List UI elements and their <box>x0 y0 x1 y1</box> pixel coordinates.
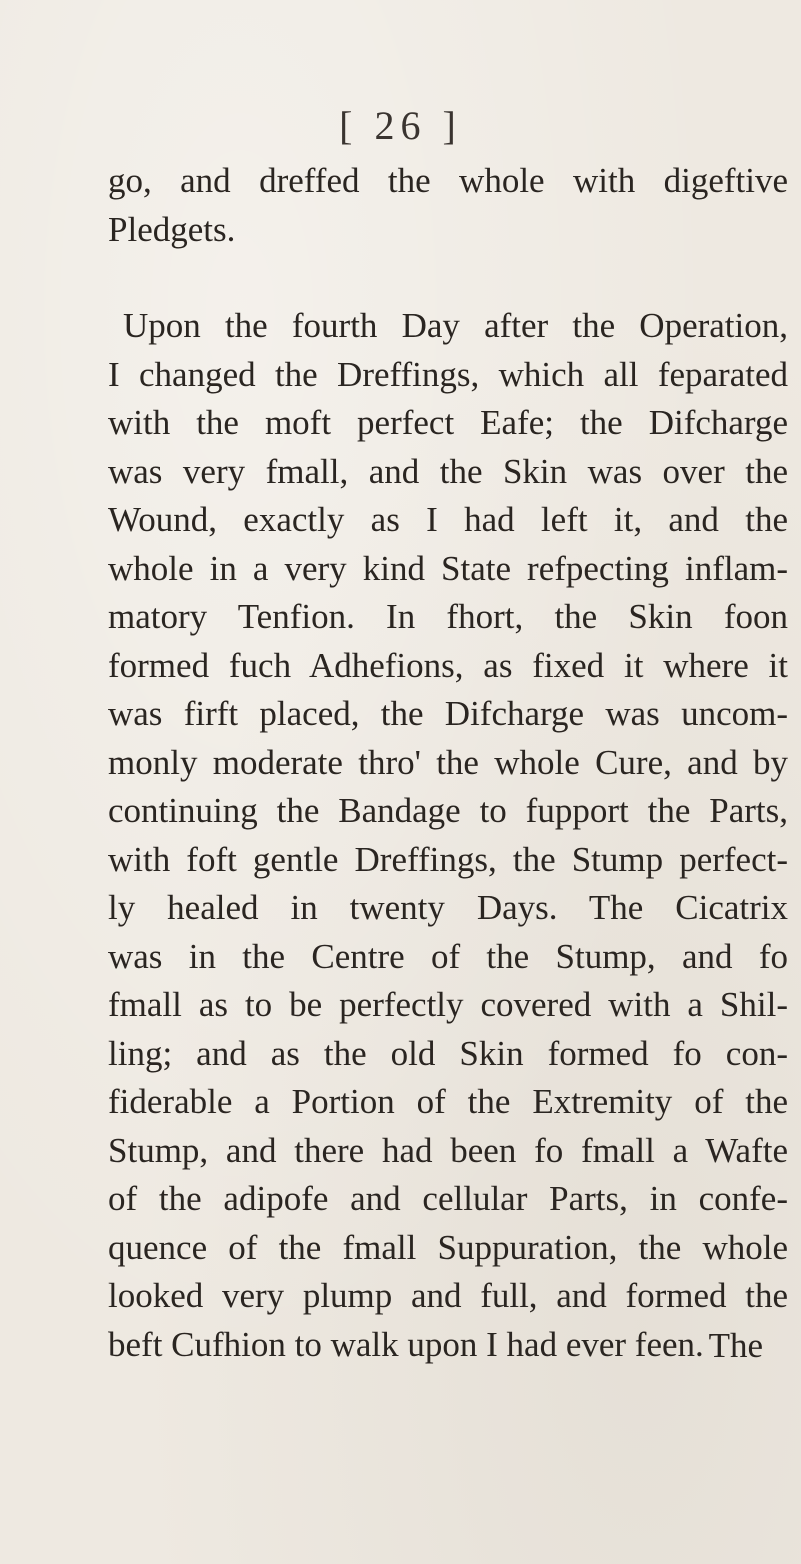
text-line: matory Tenfion. In fhort, the Skin foon <box>108 597 788 636</box>
paragraph-2 <box>108 302 788 1369</box>
text-line: go, and dreffed the whole with digeftive <box>108 161 788 200</box>
text-line: monly moderate thro' the whole Cure, and by <box>108 742 788 782</box>
text-line: Pledgets. <box>108 209 236 249</box>
text-line: fiderable a Portion of the Extremity of the <box>108 1082 788 1121</box>
text-line: looked very plump and full, and formed the <box>108 1276 788 1315</box>
text-line: was in the Centre of the Stump, and fo <box>108 936 788 976</box>
page-number: [ 26 ] <box>339 103 462 148</box>
text-line: quence of the fmall Suppuration, the whole <box>108 1227 788 1267</box>
text-line: fmall as to be perfectly covered with a Shil- <box>108 985 788 1024</box>
text-line: was firft placed, the Difcharge was uncom- <box>108 694 788 733</box>
text-line: Stump, and there had been fo fmall a Wafte <box>108 1130 788 1170</box>
text-line: I changed the Dreffings, which all feparated <box>108 354 788 394</box>
text-line: Upon the fourth Day after the Operation, <box>123 306 788 345</box>
text-line: continuing the Bandage to fupport the Parts, <box>108 791 788 830</box>
catchword: The <box>708 1326 763 1365</box>
text-line: ling; and as the old Skin formed fo con- <box>108 1033 788 1073</box>
text-line: with foft gentle Dreffings, the Stump perfect- <box>108 839 788 879</box>
text-line: ly healed in twenty Days. The Cicatrix <box>108 888 788 927</box>
text-line: of the adipofe and cellular Parts, in confe- <box>108 1179 788 1218</box>
text-line: with the moft perfect Eafe; the Difcharge <box>108 403 788 442</box>
text-line: formed fuch Adhefions, as fixed it where it <box>108 645 788 685</box>
text-line: was very fmall, and the Skin was over the <box>108 451 788 491</box>
text-line: whole in a very kind State refpecting inflam- <box>108 548 788 588</box>
text-line: beft Cufhion to walk upon I had ever feen. <box>108 1324 704 1364</box>
paragraph-1 <box>108 157 788 254</box>
text-line: Wound, exactly as I had left it, and the <box>108 500 788 539</box>
